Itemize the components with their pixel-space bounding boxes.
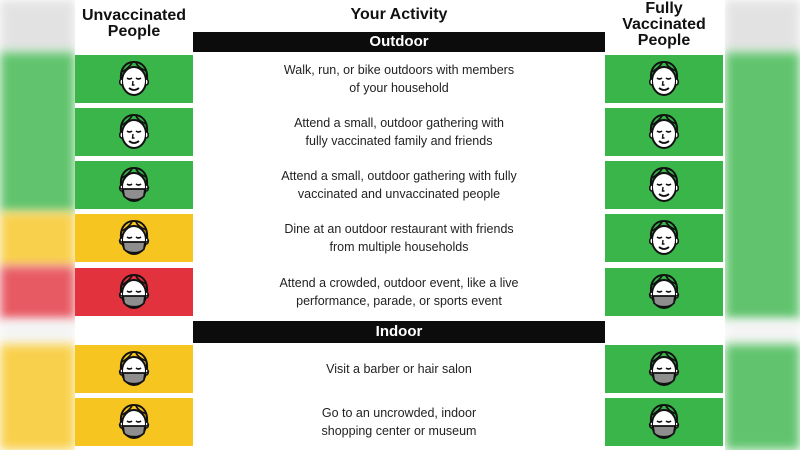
activity-row xyxy=(75,345,725,393)
masked-face-icon xyxy=(642,270,686,314)
masked-face-icon xyxy=(642,347,686,391)
masked-face-icon xyxy=(112,400,156,444)
activity-text-line: Visit a barber or hair salon xyxy=(326,362,472,376)
activity-description xyxy=(193,268,605,316)
vaccinated-risk-cell xyxy=(605,268,723,316)
activity-text-line: Go to an uncrowded, indoor xyxy=(321,406,477,420)
unmasked-face-icon xyxy=(112,57,156,101)
unmasked-face-icon xyxy=(112,110,156,154)
masked-face-icon xyxy=(112,163,156,207)
activity-text-line: performance, parade, or sports event xyxy=(296,294,502,308)
blurred-side-left xyxy=(0,0,75,450)
activity-text-line: of your household xyxy=(349,81,449,95)
vaccinated-risk-cell xyxy=(605,398,723,446)
header-fully-vaccinated xyxy=(605,1,723,49)
header-vaccinated-line: Vaccinated xyxy=(622,16,706,33)
activity-text-line: Attend a small, outdoor gathering with xyxy=(294,116,504,130)
activity-text-line: Attend a crowded, outdoor event, like a live xyxy=(279,276,519,290)
header-unvaccinated-line: People xyxy=(107,23,161,40)
activity-row xyxy=(75,268,725,316)
header-vaccinated-line: People xyxy=(637,32,691,49)
unvaccinated-risk-cell xyxy=(75,345,193,393)
masked-face-icon xyxy=(642,400,686,444)
unvaccinated-risk-cell xyxy=(75,398,193,446)
unmasked-face-icon xyxy=(642,163,686,207)
activity-text-line: fully vaccinated family and friends xyxy=(305,134,493,148)
section-outdoor: Outdoor xyxy=(193,32,605,52)
blurred-band xyxy=(725,320,800,344)
masked-face-icon xyxy=(112,270,156,314)
activity-risk-chart xyxy=(75,0,725,450)
activity-row xyxy=(75,161,725,209)
blurred-band xyxy=(0,320,75,344)
unvaccinated-risk-cell xyxy=(75,108,193,156)
unmasked-face-icon xyxy=(642,110,686,154)
activity-description xyxy=(193,55,605,103)
blurred-band xyxy=(0,52,75,212)
activity-text-line: vaccinated and unvaccinated people xyxy=(297,187,501,201)
header-unvaccinated-line: Unvaccinated xyxy=(81,7,187,24)
vaccinated-risk-cell xyxy=(605,214,723,262)
activity-row xyxy=(75,55,725,103)
unmasked-face-icon xyxy=(642,57,686,101)
activity-description xyxy=(193,108,605,156)
activity-description xyxy=(193,398,605,446)
unmasked-face-icon xyxy=(642,216,686,260)
unvaccinated-risk-cell xyxy=(75,268,193,316)
unvaccinated-risk-cell xyxy=(75,214,193,262)
vaccinated-risk-cell xyxy=(605,108,723,156)
activity-row xyxy=(75,214,725,262)
activity-text-line: Dine at an outdoor restaurant with friends xyxy=(284,222,514,236)
blurred-band xyxy=(0,212,75,266)
activity-description xyxy=(193,161,605,209)
unvaccinated-risk-cell xyxy=(75,161,193,209)
blurred-band xyxy=(0,266,75,320)
activity-description xyxy=(193,345,605,393)
blurred-band xyxy=(725,344,800,450)
blurred-side-right xyxy=(725,0,800,450)
blurred-band xyxy=(0,0,75,52)
vaccinated-risk-cell xyxy=(605,345,723,393)
section-indoor: Indoor xyxy=(193,321,605,343)
blurred-band xyxy=(725,0,800,52)
activity-text-line: Walk, run, or bike outdoors with members xyxy=(283,63,515,77)
blurred-band xyxy=(0,344,75,450)
vaccinated-risk-cell xyxy=(605,55,723,103)
header-vaccinated-line: Fully xyxy=(645,0,683,17)
blurred-band xyxy=(725,52,800,320)
header-unvaccinated xyxy=(75,8,193,40)
activity-text-line: Attend a small, outdoor gathering with fully xyxy=(281,169,517,183)
activity-text-line: shopping center or museum xyxy=(321,424,477,438)
unvaccinated-risk-cell xyxy=(75,55,193,103)
activity-row xyxy=(75,108,725,156)
header-your-activity: Your Activity xyxy=(350,6,448,23)
masked-face-icon xyxy=(112,347,156,391)
masked-face-icon xyxy=(112,216,156,260)
activity-text-line: from multiple households xyxy=(329,240,469,254)
activity-description xyxy=(193,214,605,262)
vaccinated-risk-cell xyxy=(605,161,723,209)
activity-row xyxy=(75,398,725,446)
